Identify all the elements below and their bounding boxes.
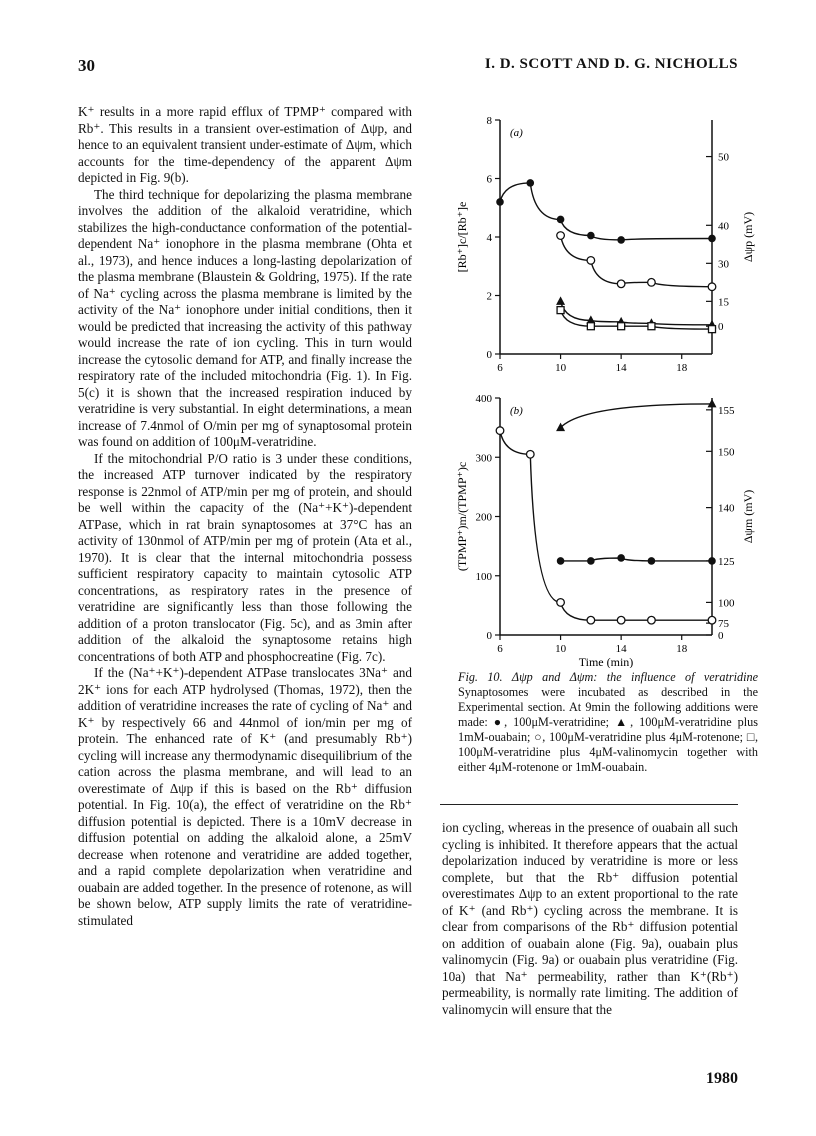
x-tick-label: 14 [615, 643, 627, 655]
series-line [561, 404, 712, 428]
data-point-open-square [587, 323, 594, 330]
y2-tick-label: 15 [718, 296, 729, 309]
y2-axis-label: Δψm (mV) [741, 489, 755, 544]
y2-tick-label: 50 [718, 151, 729, 164]
caption-title: Fig. 10. Δψp and Δψm: the influence of veratridine [458, 670, 758, 684]
figure-10-plot [440, 108, 770, 668]
data-point-filled-circle [496, 198, 504, 206]
y2-tick-label: 155 [718, 404, 735, 417]
caption-body: Synaptosomes were incubated as described in the Experimental section. At 9min the following additions were made: ●, 100μM-veratridine; ▲, 100μM-veratridine plus 1mM-ouabain; ○, 100μM-veratridine plus 4μM-rotenone; □, 100μM-veratridine plus 4μM-valinomycin together with either 4μM-rotenone or 1mM-ouabain. [458, 685, 758, 774]
data-point-filled-circle [526, 179, 534, 187]
x-tick-label: 14 [615, 362, 627, 374]
data-point-open-circle [617, 616, 625, 624]
data-point-open-circle [587, 616, 595, 624]
data-point-filled-circle [557, 557, 565, 565]
paragraph: ion cycling, whereas in the presence of ouabain all such cycling is inhibited. It therefore appears that the actual depolarization induced by veratridine is more or less complete, but that the Rb⁺ diffusion potential overestimates Δψp to an extent proportional to the rate of K⁺ (and Rb⁺) cycling across the membrane. It is clear from comparisons of the Rb⁺ diffusion potential on addition of ouabain alone (Fig. 9a), ouabain plus valinomycin (Fig. 9a) or ouabain plus veratridine (Fig. 10a) that Na⁺ permeability, rather than K⁺(Rb⁺) permeability, is normally rate limiting. The addition of valinomycin will ensure that the [442, 820, 738, 1017]
y2-tick-label: 75 [718, 618, 729, 631]
left-column [78, 104, 412, 929]
data-point-open-circle [648, 279, 656, 287]
y2-tick-label: 140 [718, 502, 735, 515]
data-point-filled-circle [708, 557, 716, 565]
data-point-open-circle [617, 280, 625, 288]
y-tick-label: 300 [475, 452, 492, 465]
separator-rule [440, 804, 738, 805]
y-axis-label: [Rb⁺]c/[Rb⁺]e [455, 201, 469, 273]
y2-tick-label: 40 [718, 220, 729, 233]
y-tick-label: 8 [486, 115, 492, 127]
x-tick-label: 18 [676, 643, 688, 655]
paragraph: If the (Na⁺+K⁺)-dependent ATPase translocates 3Na⁺ and 2K⁺ ions for each ATP hydrolysed (Thomas, 1972), then the addition of veratridine increases the rate of cycling of Na⁺ and K⁺ by respectively 66 and 44nmol of ion/min per mg of protein. The enhanced rate of K⁺ (and presumably Rb⁺) cycling will increase any thermodynamic disequilibrium of the cation across the plasma membrane, and will lead to an overestimate of Δψp if this is based on the Rb⁺ diffusion potential. In Fig. 10(a), the effect of veratridine on the Rb⁺ diffusion potential is depicted. There is a 10mV decrease in diffusion potential on adding the alkaloid alone, a 25mV decrease when rotenone and veratridine are added together, and a rapid complete depolarization when veratridine and ouabain are added together. In the presence of rotenone, as will be shown below, ATP supply limits the rate of veratridine-stimulated [78, 665, 412, 928]
paragraph: If the mitochondrial P/O ratio is 3 under these conditions, the increased ATP turnover indicated by the respiratory response is 22nmol of ATP/min per mg of protein, and should be well within the capacity of the (Na⁺+K⁺)-dependent ATPase, which in rat brain synaptosomes at 37°C has an activity of 130nmol of ATP/min per mg of protein (Ata et al., 1970). It is clear that the internal mitochondria possess sufficient respiratory capacity to maintain cytosolic ATP concentrations, as respiratory rates in the presence of veratridine are significantly less than those following the addition of a proton translocator (Fig. 5c), and as 3min after addition of the alkaloid the synaptosome retains high concentrations of both ATP and phosphocreatine (Fig. 7c). [78, 450, 412, 664]
page-header [78, 56, 738, 78]
y-tick-label: 0 [486, 630, 492, 642]
data-point-open-square [648, 323, 655, 330]
data-point-open-circle [557, 599, 565, 607]
paragraph: The third technique for depolarizing the plasma membrane involves the addition of the alkaloid veratridine, which stabilizes the high-conductance conformation of the potential-dependent Na⁺ ionophore in the plasma membrane (Ohta et al., 1973), and hence induces a long-lasting depolarization of the plasma membrane (Blaustein & Goldring, 1975). If the rate of Na⁺ cycling across the plasma membrane is limited by the activity of the Na⁺ ionophore under initial conditions, then it would be predicted that increasing the activity of this pathway would increase the rate of ion cycling. This in turn would increase the cytosolic demand for ATP, and finally increase the respiratory rate of the included mitochondria (Fig. 1). In Fig. 5(c) it is shown that the increased respiration induced by veratridine is very substantial. In eight determinations, a mean increase of 7.4nmol of O/min per mg of synaptosomal protein was found on addition of 100μM-veratridine. [78, 186, 412, 449]
data-point-filled-triangle [556, 423, 565, 432]
y2-tick-label: 100 [718, 597, 735, 610]
x-axis-label: Time (min) [578, 655, 634, 668]
data-point-open-circle [526, 450, 534, 458]
data-point-filled-circle [708, 235, 716, 243]
y-tick-label: 0 [486, 349, 492, 361]
x-tick-label: 10 [555, 362, 567, 374]
data-point-open-circle [557, 232, 565, 240]
y-tick-label: 6 [486, 173, 492, 186]
data-point-open-square [557, 307, 564, 314]
data-point-open-circle [708, 616, 716, 624]
y-tick-label: 200 [475, 511, 492, 524]
series-line [561, 301, 712, 325]
running-head: I. D. SCOTT AND D. G. NICHOLLS [484, 56, 738, 72]
figure-10 [440, 108, 770, 668]
y2-tick-label: 30 [718, 258, 729, 271]
data-point-open-circle [587, 257, 595, 265]
footer-year: 1980 [706, 1070, 738, 1087]
data-point-open-circle [708, 283, 716, 291]
data-point-filled-circle [587, 232, 595, 240]
data-point-filled-triangle [556, 296, 565, 305]
y2-tick-label: 0 [718, 630, 724, 642]
y-tick-label: 4 [486, 232, 492, 244]
panel-label: (b) [510, 405, 523, 417]
data-point-open-square [709, 326, 716, 333]
y-axis-label: (TPMP⁺)m/(TPMP⁺)c [455, 461, 469, 572]
paragraph: K⁺ results in a more rapid efflux of TPMP⁺ compared with Rb⁺. This results in a transient over-estimation of Δψp, and hence to an equivalent transient under-estimate of Δψm, which accounts for the time-dependency of the apparent Δψm depicted in Fig. 9(b). [78, 104, 412, 185]
y2-tick-label: 125 [718, 555, 735, 568]
page-number: 30 [78, 56, 95, 75]
figure-caption [458, 670, 758, 775]
data-point-open-square [618, 323, 625, 330]
series-line [561, 236, 712, 287]
series-line [561, 558, 712, 561]
series-line [500, 431, 712, 621]
y-tick-label: 400 [475, 393, 492, 405]
y2-axis-label: Δψp (mV) [741, 211, 755, 263]
y2-tick-label: 150 [718, 446, 735, 459]
data-point-filled-circle [557, 216, 565, 224]
data-point-filled-circle [617, 554, 625, 562]
right-column [442, 820, 738, 1018]
y2-tick-label: 0 [718, 321, 724, 334]
x-tick-label: 6 [497, 643, 503, 655]
x-tick-label: 10 [555, 643, 567, 655]
y-tick-label: 100 [475, 570, 492, 583]
data-point-filled-triangle [708, 399, 717, 408]
data-point-filled-circle [617, 236, 625, 244]
series-line [500, 183, 712, 240]
data-point-filled-circle [648, 557, 656, 565]
panel-label: (a) [510, 127, 523, 139]
data-point-open-circle [496, 427, 504, 435]
y-tick-label: 2 [486, 290, 492, 303]
x-tick-label: 6 [497, 362, 503, 374]
x-tick-label: 18 [676, 362, 688, 374]
data-point-filled-circle [587, 557, 595, 565]
data-point-open-circle [648, 616, 656, 624]
